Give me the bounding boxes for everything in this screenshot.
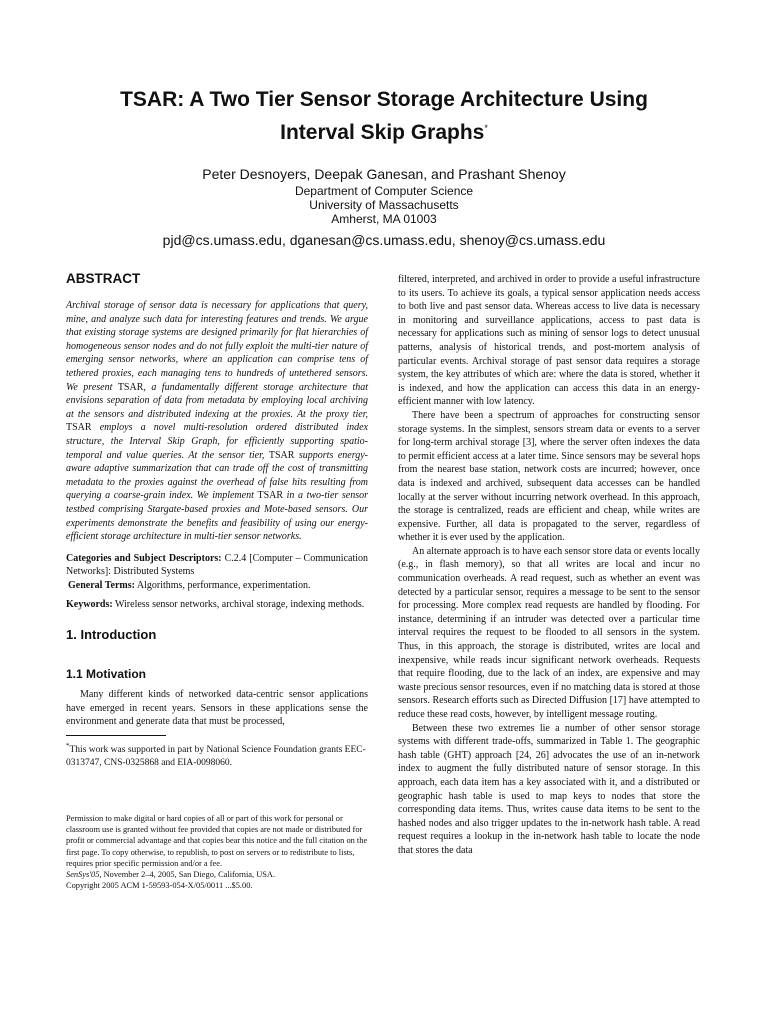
- title-footnote-mark: *: [484, 123, 488, 133]
- abstract-part-1: Archival storage of sensor data is necessary for applications that query, mine, and analyze such data for interesting features and trends. We argue that existing storage systems are designed primarily for flat hierarchies of homogeneous sensor nodes and do not fully exploit the multi-tier nature of emerging sensor networks, where an application can comprise tens of tethered proxies, each managing tens to hundreds of untethered sensors. We present: [66, 300, 368, 393]
- subsection-heading-motivation: 1.1 Motivation: [66, 667, 147, 682]
- venue-name: SenSys'05,: [66, 870, 102, 880]
- title-line-1: TSAR: A Two Tier Sensor Storage Architecture Using: [120, 88, 648, 111]
- right-column: [398, 273, 700, 858]
- general-terms: [66, 579, 368, 593]
- abstract-tsar-3: TSAR: [268, 449, 295, 461]
- copyright-line: Copyright 2005 ACM 1-59593-054-X/05/0011 ...$5.00.: [66, 881, 253, 891]
- footnote: [66, 740, 368, 770]
- keywords: [66, 598, 368, 612]
- motivation-paragraph: Many different kinds of networked data-centric sensor applications have emerged in recent years. Sensors in these applications sense the environment and generate data that must be processed,: [66, 689, 368, 728]
- abstract-text: [66, 299, 368, 544]
- abstract-tsar-2: TSAR: [66, 422, 92, 434]
- footnote-rule: [66, 735, 166, 736]
- categories: [66, 552, 368, 579]
- abstract-part-3: employs a novel multi-resolution ordered distributed index structure, the Interval Skip Graph, for efficiently supporting spatio-temporal and value queries. At the sensor tier,: [66, 422, 368, 461]
- author-emails: pjd@cs.umass.edu, dganesan@cs.umass.edu, shenoy@cs.umass.edu: [162, 232, 606, 248]
- right-paragraph-4: Between these two extremes lie a number of other sensor storage systems with different trade-offs, summarized in Table 1. The geographic hash table (GHT) approach [24, 26] advocates the use of an in-network index to augment the fully distributed nature of sensor storage. In this approach, each data item has a key associated with it, and a distributed or geographic hash table is used to map keys to nodes that store the corresponding data items. Thus, writes cause data items to be sent to the hashed nodes and also trigger updates to the in-network hash table. A read request requires a lookup in the in-network hash table to locate the node that stores the data: [398, 722, 700, 856]
- left-column: [66, 270, 368, 770]
- abstract-tsar-1: TSAR: [117, 381, 144, 393]
- right-paragraph-3: An alternate approach is to have each sensor store data or events locally (e.g., in flash memory), so that all writes are local and incur no communication overheads. A read request, such as whether an event was detected by a particular sensor, requires a message to be sent to the sensor for processing. More complex read requests are handled by flooding. For instance, determining if an intruder was detected over a particular time interval requires the request to be flooded to all sensors in the system. Thus, in this approach, the storage is distributed, writes are local and inexpensive, while reads incur significant network overheads. Requests that require flooding, due to the lack of an index, are expensive and may waste precious sensor resources, even if no matching data is stored at those sensors. Research efforts such as Directed Diffusion [17] have attempted to reduce these read costs, however, by intelligent message routing.: [398, 545, 700, 720]
- author-names: Peter Desnoyers, Deepak Ganesan, and Prashant Shenoy: [202, 166, 566, 182]
- abstract-part-2: , a fundamentally different storage architecture that envisions separation of data from metadata by employing local archiving at the sensors and distributed indexing at the proxies. At the proxy tier,: [66, 381, 368, 420]
- right-paragraph-1: filtered, interpreted, and archived in order to provide a useful infrastructure to its users. To achieve its goals, a typical sensor application needs access to both live and past sensor data. Whereas access to live data is necessary in monitoring and surveillance applications, access to past data is necessary for applications such as mining of sensor logs to detect unusual patterns, analysis of historical trends, and post-mortem analysis of particular events. Archival storage of past sensor data requires a storage system, the key attributes of which are: where the data is stored, whether it is indexed, and how the application can access this data in an energy-efficient manner with low latency.: [398, 274, 700, 408]
- permission-text: Permission to make digital or hard copies of all or part of this work for personal or classroom use is granted without fee provided that copies are not made or distributed for profit or commercial advantage and that copies bear this notice and the full citation on the first page. To copy otherwise, to republish, to post on servers or to redistribute to lists, requires prior specific permission and/or a fee.: [66, 814, 368, 868]
- author-department: Department of Computer Science: [294, 184, 474, 198]
- keywords-text: Wireless sensor networks, archival storage, indexing methods.: [112, 599, 365, 611]
- abstract-tsar-4: TSAR: [257, 490, 284, 502]
- author-block: [60, 165, 708, 249]
- general-terms-label: General Terms:: [68, 579, 135, 591]
- abstract-part-4: supports energy-aware adaptive summarization that can trade off the cost of transmitting metadata to the proxies against the overhead of false hits resulting from querying a coarse-grain index. We implement: [66, 449, 368, 502]
- categories-text: C.2.4 [Computer – Communication Networks]: Distributed Systems: [66, 552, 368, 578]
- footnote-text: This work was supported in part by National Science Foundation grants EEC-0313747, CNS-0325868 and EIA-0098060.: [66, 745, 366, 768]
- footnote-mark: *: [66, 741, 70, 750]
- right-paragraph-2: There have been a spectrum of approaches for constructing sensor storage systems. In the simplest, sensors stream data or events to a server for long-term archival storage [3], where the server often indexes the data to permit efficient access at a later time. Since sensors may be several hops from the nearest base station, network costs are incurred; however, once data is indexed and archived, subsequent data accesses can be handled locally at the server without incurring network overhead. In this approach, the storage is centralized, reads are efficient and cheap, while writes are expensive. Further, all data is propagated to the server, regardless of whether it is ever used by the application.: [398, 409, 700, 544]
- permission-notice: [66, 813, 368, 891]
- title-line-2: Interval Skip Graphs: [280, 121, 485, 144]
- abstract-heading: ABSTRACT: [66, 271, 141, 286]
- venue-details: November 2–4, 2005, San Diego, California, USA.: [101, 870, 276, 880]
- author-university: University of Massachusetts: [309, 198, 459, 212]
- categories-label: Categories and Subject Descriptors:: [66, 552, 222, 564]
- general-terms-text: Algorithms, performance, experimentation.: [134, 579, 311, 591]
- author-city: Amherst, MA 01003: [331, 212, 437, 226]
- section-heading-introduction: 1. Introduction: [66, 627, 157, 643]
- keywords-label: Keywords:: [66, 599, 113, 611]
- paper-title: [60, 86, 708, 147]
- abstract-part-5: in a two-tier sensor testbed comprising Stargate-based proxies and Mote-based sensors. Our experiments demonstrate the benefits and feasibility of using our energy-efficient storage architecture in multi-tier sensor networks.: [66, 490, 368, 543]
